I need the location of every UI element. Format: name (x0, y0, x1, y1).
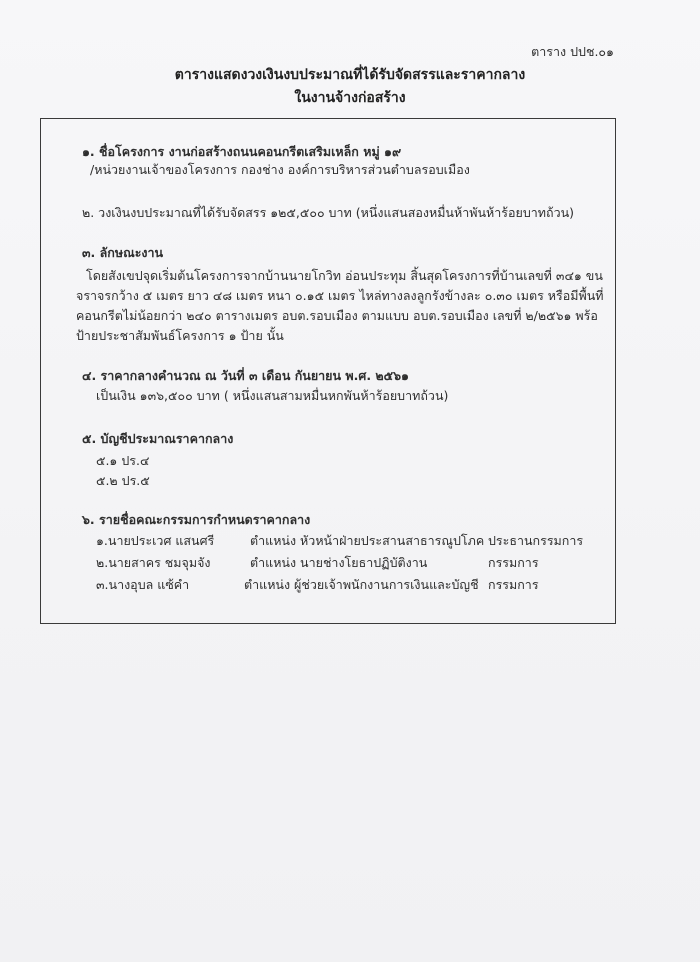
median-price-amount: เป็นเงิน ๑๓๖,๕๐๐ บาท ( หนึ่งแสนสามหมื่นหกพันห้าร้อยบาทถ้วน) (96, 388, 449, 403)
committee-heading: ๖. รายชื่อคณะกรรมการกำหนดราคากลาง (82, 512, 311, 527)
project-owner: /หน่วยงานเจ้าของโครงการ กองช่าง องค์การบริหารส่วนตำบลรอบเมือง (90, 162, 470, 177)
committee-member-name: ๓.นางอุบล แซ้คำ (96, 577, 190, 592)
committee-member-position: ตำแหน่ง นายช่างโยธาปฏิบัติงาน (250, 555, 428, 570)
estimate-list-item: ๕.๑ ปร.๔ (96, 453, 150, 468)
work-description-line: คอนกรีตไม่น้อยกว่า ๒๔๐ ตารางเมตร อบต.รอบเมือง ตามแบบ อบต.รอบเมือง เลขที่ ๒/๒๕๖๑ พร้อ (76, 308, 598, 323)
work-description-line: ป้ายประชาสัมพันธ์โครงการ ๑ ป้าย นั้น (76, 328, 284, 343)
budget-allocated: ๒. วงเงินงบประมาณที่ได้รับจัดสรร ๑๒๕,๕๐๐ บาท (หนึ่งแสนสองหมื่นห้าพันห้าร้อยบาทถ้วน) (82, 205, 575, 220)
committee-member-name: ๑.นายประเวศ แสนศรี (96, 533, 215, 548)
committee-member-role: ประธานกรรมการ (488, 533, 584, 548)
committee-member-name: ๒.นายสาคร ชมจุมจัง (96, 555, 211, 570)
form-code: ตาราง ปปช.๐๑ (531, 44, 614, 59)
estimate-list-heading: ๕. บัญชีประมาณราคากลาง (82, 431, 234, 446)
committee-member-role: กรรมการ (488, 555, 539, 570)
document-title: ตารางแสดงวงเงินงบประมาณที่ได้รับจัดสรรและราคากลาง (174, 67, 526, 83)
committee-member-role: กรรมการ (488, 577, 539, 592)
committee-member-position: ตำแหน่ง ผู้ช่วยเจ้าพนักงานการเงินและบัญชี (244, 577, 479, 592)
work-description-line: โดยสังเขปจุดเริ่มต้นโครงการจากบ้านนายโกวิท อ่อนประทุม สิ้นสุดโครงการที่บ้านเลขที่ ๓๔๑ ขน (86, 268, 603, 283)
committee-member-position: ตำแหน่ง หัวหน้าฝ่ายประสานสาธารณูปโภค (250, 533, 485, 548)
median-price-date: ๔. ราคากลางคำนวณ ณ วันที่ ๓ เดือน กันยายน พ.ศ. ๒๕๖๑ (82, 368, 409, 383)
document-subtitle: ในงานจ้างก่อสร้าง (294, 90, 406, 106)
project-name: ๑. ชื่อโครงการ งานก่อสร้างถนนคอนกรีตเสริมเหล็ก หมู่ ๑๙ (82, 144, 402, 159)
estimate-list-item: ๕.๒ ปร.๕ (96, 473, 150, 488)
work-description-heading: ๓. ลักษณะงาน (82, 245, 164, 260)
work-description-line: จราจรกว้าง ๕ เมตร ยาว ๔๘ เมตร หนา ๐.๑๕ เมตร ไหล่ทางลงลูกรังข้างละ ๐.๓๐ เมตร หรือมีพื้นที่ (76, 288, 604, 303)
